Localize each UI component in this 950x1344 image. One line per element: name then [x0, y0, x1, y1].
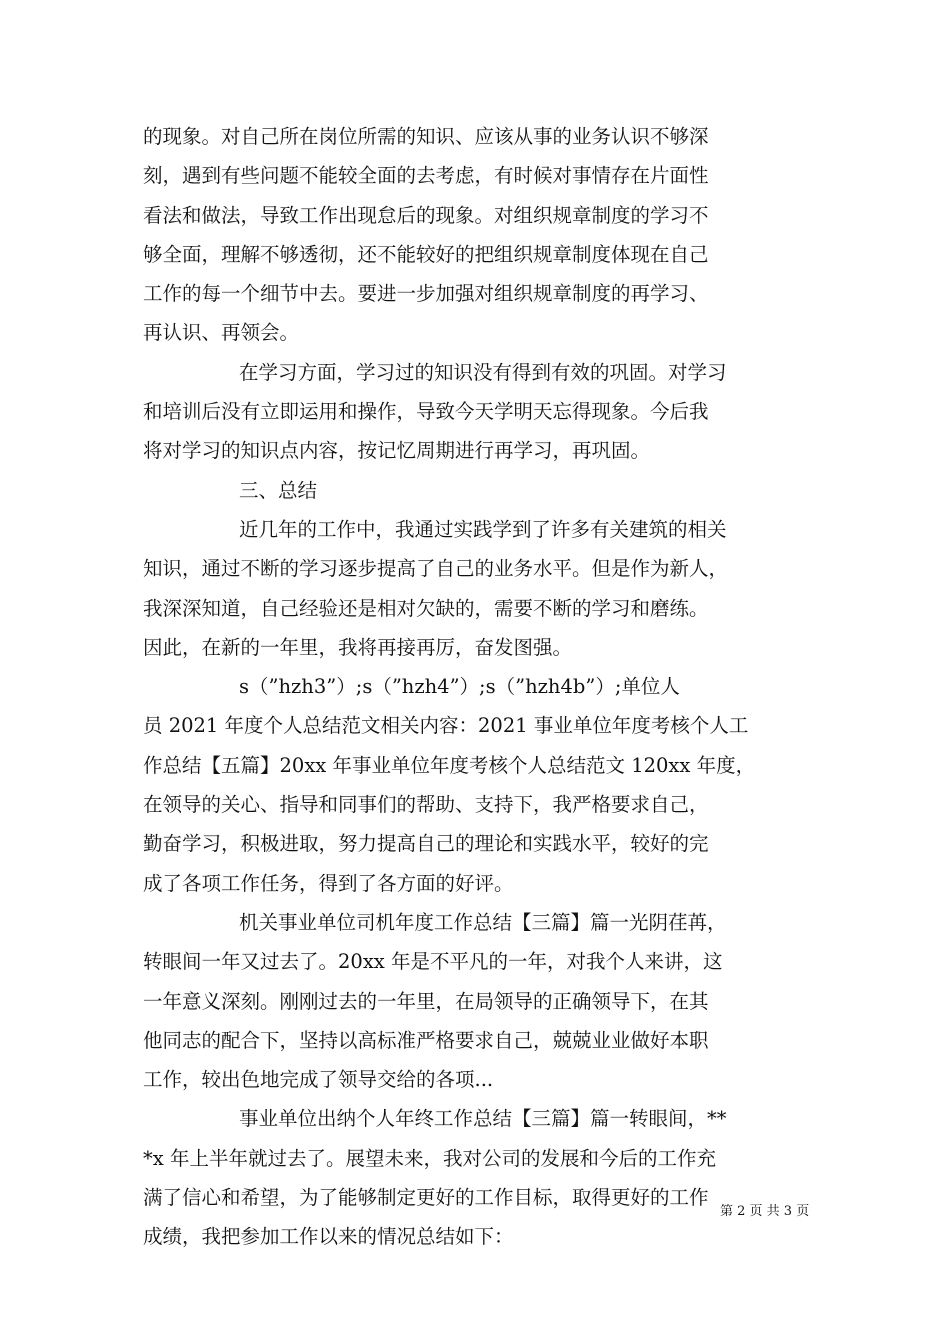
paragraph-start-line: 事业单位出纳个人年终工作总结【三篇】篇一转眼间，**	[239, 1107, 727, 1131]
text-line: 成了各项工作任务，得到了各方面的好评。	[143, 871, 514, 895]
text-line: 勤奋学习，积极进取，努力提高自己的理论和实践水平，较好的完	[143, 832, 709, 856]
text-line: 一年意义深刻。刚刚过去的一年里，在局领导的正确领导下，在其	[143, 989, 709, 1013]
text-line: 够全面，理解不够透彻，还不能较好的把组织规章制度体现在自己	[143, 242, 709, 266]
text-line: 看法和做法，导致工作出现怠后的现象。对组织规章制度的学习不	[143, 203, 709, 227]
page-number-footer: 第 2 页 共 3 页	[720, 1204, 810, 1219]
paragraph-start-line: 在学习方面，学习过的知识没有得到有效的巩固。对学习	[239, 360, 727, 384]
text-line: 再认识、再领会。	[143, 321, 300, 345]
text-line: 满了信心和希望，为了能够制定更好的工作目标，取得更好的工作	[143, 1186, 709, 1210]
document-body	[143, 117, 823, 1257]
text-line: 我深深知道，自己经验还是相对欠缺的，需要不断的学习和磨练。	[143, 596, 709, 620]
text-line: 知识，通过不断的学习逐步提高了自己的业务水平。但是作为新人，	[143, 557, 729, 581]
text-line: 将对学习的知识点内容，按记忆周期进行再学习，再巩固。	[143, 439, 651, 463]
text-line: 的现象。对自己所在岗位所需的知识、应该从事的业务认识不够深	[143, 125, 709, 148]
text-line: 他同志的配合下，坚持以高标准严格要求自己，兢兢业业做好本职	[143, 1028, 709, 1052]
text-line: 刻，遇到有些问题不能较全面的去考虑，有时候对事情存在片面性	[143, 164, 709, 188]
text-line: 工作的每一个细节中去。要进一步加强对组织规章制度的再学习、	[143, 282, 709, 306]
text-line: 作总结【五篇】20xx 年事业单位年度考核个人总结范文 120xx 年度，	[143, 753, 756, 777]
text-line: 员 2021 年度个人总结范文相关内容：2021 事业单位年度考核个人工	[143, 714, 749, 738]
paragraph-start-line: 机关事业单位司机年度工作总结【三篇】篇一光阴荏苒，	[239, 910, 727, 934]
text-line: 转眼间一年又过去了。20xx 年是不平凡的一年，对我个人来讲，这	[143, 950, 723, 974]
text-line: 和培训后没有立即运用和操作，导致今天学明天忘得现象。今后我	[143, 400, 709, 424]
paragraph-start-line: 近几年的工作中，我通过实践学到了许多有关建筑的相关	[239, 517, 727, 541]
text-line: 工作，较出色地完成了领导交给的各项...	[143, 1068, 494, 1092]
text-line: 成绩，我把参加工作以来的情况总结如下：	[143, 1225, 514, 1249]
text-line: *x 年上半年就过去了。展望未来，我对公司的发展和今后的工作充	[143, 1146, 716, 1170]
paragraph-start-line: s（”hzh3”）;s（”hzh4”）;s（”hzh4b”）;单位人	[239, 675, 680, 699]
text-line: 因此，在新的一年里，我将再接再厉，奋发图强。	[143, 635, 573, 659]
section-heading: 三、总结	[239, 478, 318, 502]
text-line: 在领导的关心、指导和同事们的帮助、支持下，我严格要求自己，	[143, 793, 709, 817]
